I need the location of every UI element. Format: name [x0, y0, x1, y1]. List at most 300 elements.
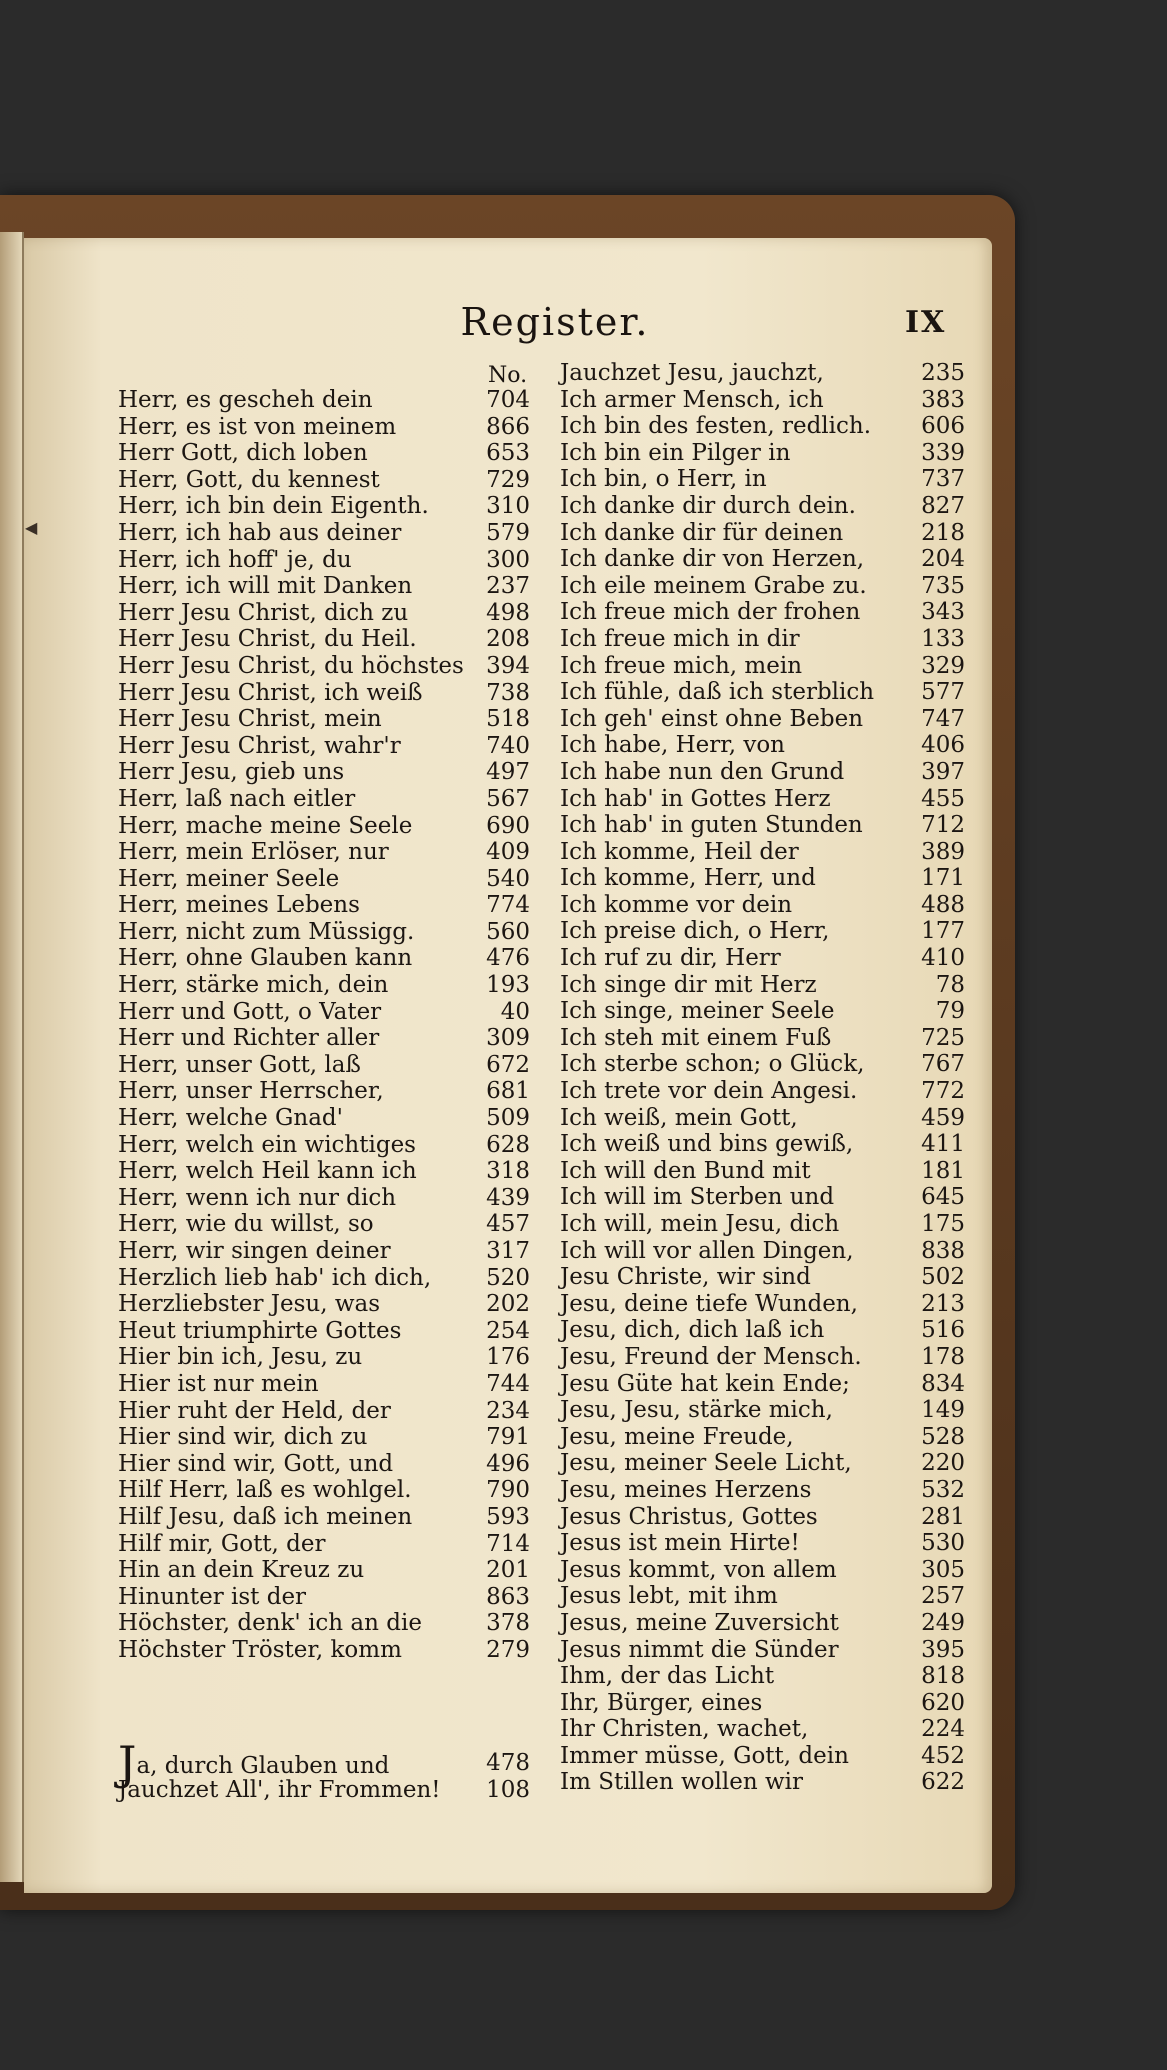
hymn-number: 171: [921, 865, 965, 892]
hymn-first-line: [118, 1052, 361, 1079]
hymn-number: 579: [486, 519, 530, 546]
hymn-first-line: [560, 387, 824, 414]
hymn-first-line-text: Herr, wenn ich nur dich: [118, 1184, 397, 1211]
index-entry: [560, 706, 965, 733]
hymn-first-line: [118, 1265, 431, 1292]
hymn-number: 567: [486, 785, 530, 812]
hymn-first-line: [560, 1184, 834, 1211]
hymn-first-line: [118, 786, 355, 813]
hymn-first-line-text: Herr, welch Heil kann ich: [118, 1158, 417, 1185]
hymn-first-line: [118, 1451, 393, 1478]
hymn-number: 530: [921, 1530, 965, 1557]
hymn-first-line-text: Herr Gott, dich loben: [118, 440, 368, 467]
hymn-first-line: [560, 1397, 833, 1424]
hymn-number: 310: [486, 493, 530, 520]
index-entry: [118, 1344, 530, 1371]
hymn-first-line: [560, 626, 800, 653]
hymn-number: 488: [921, 891, 965, 918]
hymn-first-line: [118, 1398, 391, 1425]
hymn-number: 176: [486, 1344, 530, 1371]
index-entry: [560, 1610, 965, 1637]
hymn-first-line-text: Jesu Güte hat kein Ende;: [560, 1370, 850, 1397]
hymn-number: 317: [486, 1238, 530, 1264]
index-entry: [560, 387, 965, 414]
hymn-first-line: [560, 599, 860, 626]
hymn-first-line: [118, 1557, 364, 1584]
index-entry: [560, 573, 965, 600]
hymn-first-line: [560, 573, 867, 600]
hymn-first-line-text: Herr, ich hoff' je, du: [118, 546, 352, 573]
hymn-first-line-text: Jesus, meine Zuversicht: [560, 1609, 839, 1636]
hymn-first-line-text: Ich singe, meiner Seele: [560, 998, 835, 1025]
hymn-first-line-text: Ich weiß, mein Gott,: [560, 1104, 798, 1131]
hymn-first-line-text: Ich komme vor dein: [560, 891, 793, 918]
hymn-first-line-text: Herr Jesu Christ, du Heil.: [118, 626, 417, 653]
hymn-first-line-text: Herr, welche Gnad': [118, 1105, 343, 1132]
hymn-number: 339: [921, 439, 965, 466]
hymn-number: 498: [486, 599, 530, 626]
hymn-first-line: [560, 1610, 839, 1637]
hymn-first-line: [560, 706, 863, 733]
hymn-first-line-text: Ich sterbe schon; o Glück,: [560, 1051, 865, 1078]
hymn-first-line: [560, 1344, 862, 1371]
index-entry: [118, 680, 530, 707]
hymn-first-line: [560, 1504, 818, 1531]
hymn-number: 704: [486, 387, 530, 413]
hymn-first-line-text: Herr, laß nach eitler: [118, 785, 356, 812]
hymn-first-line-text: Hin an dein Kreuz zu: [118, 1557, 365, 1584]
index-entry: [560, 732, 965, 759]
hymn-first-line-text: Ich hab' in guten Stunden: [560, 812, 863, 839]
hymn-number: 528: [921, 1423, 965, 1450]
hymn-number: 279: [486, 1636, 530, 1663]
hymn-first-line-text: Herr Jesu Christ, du höchstes: [118, 652, 464, 679]
hymn-number: 457: [486, 1211, 530, 1238]
index-entry: [118, 919, 530, 946]
hymn-number: 79: [935, 998, 965, 1025]
hymn-number: 397: [921, 758, 965, 785]
hymn-first-line: [118, 414, 396, 441]
hymn-first-line: [560, 1078, 857, 1105]
hymn-first-line: [118, 1291, 380, 1318]
hymn-number: 410: [921, 945, 965, 972]
hymn-first-line-text: Jesus kommt, von allem: [560, 1556, 837, 1583]
margin-arrow-icon: ◀: [25, 518, 38, 537]
hymn-first-line-text: Jesu, meine Freude,: [560, 1423, 794, 1450]
index-entry: [560, 1557, 965, 1584]
page-number: IX: [905, 305, 947, 340]
hymn-first-line-text: Herr, mache meine Seele: [118, 812, 413, 839]
hymn-number: 178: [921, 1343, 965, 1370]
hymn-number: 502: [921, 1264, 965, 1291]
index-entry: [560, 1344, 965, 1371]
hymn-number: 791: [486, 1424, 530, 1451]
hymn-first-line: [118, 1132, 416, 1159]
hymn-number: 204: [921, 546, 965, 573]
index-entry: [560, 945, 965, 972]
hymn-first-line-text: Ich habe nun den Grund: [560, 758, 845, 785]
hymn-number: 389: [921, 838, 965, 865]
hymn-first-line-text: Herr, welch ein wichtiges: [118, 1131, 416, 1158]
hymn-number: 249: [921, 1609, 965, 1636]
hymn-first-line-text: Höchster Tröster, komm: [118, 1636, 402, 1663]
hymn-first-line-text: Herr Jesu Christ, ich weiß: [118, 679, 423, 706]
index-entry: [560, 1397, 965, 1424]
hymn-first-line-text: Ich danke dir durch dein.: [560, 492, 856, 519]
index-entry: [560, 1131, 965, 1158]
index-entry: [118, 547, 530, 574]
hymn-first-line-text: Ich danke dir von Herzen,: [560, 546, 865, 573]
index-entry: [118, 892, 530, 919]
hymn-first-line-text: Herr Jesu Christ, mein: [118, 706, 382, 733]
hymn-number: 40: [500, 998, 530, 1025]
hymn-first-line-text: Ich freue mich in dir: [560, 625, 800, 652]
hymn-first-line: [560, 1716, 808, 1743]
index-entry: [118, 1451, 530, 1478]
index-entry: [560, 1105, 965, 1132]
hymn-first-line-text: Hier ist nur mein: [118, 1370, 319, 1397]
index-entry: [118, 467, 530, 494]
index-entry: [560, 1769, 965, 1796]
hymn-first-line: [118, 999, 381, 1026]
hymn-first-line: [560, 972, 817, 999]
hymn-number: 790: [486, 1477, 530, 1504]
hymn-number: 767: [921, 1051, 965, 1078]
index-entry: [560, 599, 965, 626]
hymn-first-line: [118, 680, 423, 707]
hymn-first-line-text: Jesu, meines Herzens: [560, 1476, 812, 1503]
index-entry: [560, 1317, 965, 1344]
hymn-number: 213: [921, 1290, 965, 1317]
index-entry: [118, 626, 530, 653]
index-entry: [118, 653, 530, 680]
hymn-number: 606: [921, 413, 965, 440]
hymn-first-line: [118, 839, 389, 866]
hymn-number: 257: [921, 1583, 965, 1610]
hymn-first-line-text: Jesus lebt, mit ihm: [560, 1583, 778, 1610]
page-title: Register.: [460, 300, 650, 344]
hymn-first-line: [118, 1736, 390, 1790]
index-entry: [118, 1318, 530, 1345]
index-entry: [118, 1158, 530, 1185]
hymn-number: 237: [486, 573, 530, 600]
hymn-first-line-text: Herr, unser Gott, laß: [118, 1051, 361, 1078]
hymn-first-line: [118, 945, 412, 972]
hymn-first-line: [560, 812, 863, 839]
hymn-number: 181: [921, 1157, 965, 1184]
hymn-first-line-text: Ich danke dir für deinen: [560, 519, 844, 546]
hymn-first-line-text: Jauchzet Jesu, jauchzt,: [560, 360, 824, 386]
index-entry: [560, 812, 965, 839]
hymn-number: 329: [921, 652, 965, 679]
hymn-first-line: [118, 493, 429, 520]
hymn-number: 532: [921, 1476, 965, 1503]
hymn-first-line: [118, 892, 360, 919]
hymn-first-line: [118, 1238, 391, 1265]
index-entry: [560, 892, 965, 919]
hymn-first-line-text: Ich steh mit einem Fuß: [560, 1024, 832, 1051]
index-entry: [560, 1078, 965, 1105]
hymn-first-line: [118, 1344, 362, 1371]
index-entry: [560, 759, 965, 786]
hymn-first-line-text: Hier sind wir, Gott, und: [118, 1450, 394, 1477]
hymn-first-line-text: Ich bin des festen, redlich.: [560, 413, 872, 440]
hymn-number: 516: [921, 1317, 965, 1344]
hymn-first-line: [560, 759, 844, 786]
hymn-first-line-text: Herr Jesu Christ, dich zu: [118, 599, 409, 626]
index-entry: [560, 1477, 965, 1504]
index-entry: [560, 839, 965, 866]
index-entry: [118, 1105, 530, 1132]
left-index-list: [118, 387, 530, 1664]
index-entry: [560, 1264, 965, 1291]
hymn-first-line: [560, 1105, 798, 1132]
hymn-first-line: [118, 1025, 379, 1052]
hymn-first-line-text: Herr Jesu, gieb uns: [118, 759, 345, 786]
hymn-number: 518: [486, 706, 530, 733]
hymn-number: 560: [486, 918, 530, 945]
hymn-first-line: [118, 1531, 326, 1558]
index-entry: [118, 1477, 530, 1504]
index-entry: [118, 1291, 530, 1318]
hymn-first-line-text: Ich bin ein Pilger in: [560, 439, 791, 466]
hymn-first-line: [560, 865, 816, 892]
hymn-first-line-text: Herr, Gott, du kennest: [118, 466, 380, 493]
hymn-number: 343: [921, 599, 965, 626]
hymn-number: 737: [921, 466, 965, 493]
index-entry: [560, 918, 965, 945]
hymn-first-line: [560, 1131, 853, 1158]
hymn-number: 690: [486, 812, 530, 839]
hymn-first-line-text: Ich freue mich der frohen: [560, 599, 861, 626]
hymn-number: 478: [486, 1750, 530, 1776]
hymn-first-line-text: Immer müsse, Gott, dein: [560, 1742, 849, 1769]
hymn-first-line-text: Ich habe, Herr, von: [560, 732, 785, 759]
hymn-number: 452: [921, 1742, 965, 1769]
index-entry: [118, 813, 530, 840]
hymn-first-line: [560, 546, 864, 573]
index-entry: [560, 493, 965, 520]
hymn-first-line-text: Ich geh' einst ohne Beben: [560, 705, 864, 732]
index-entry: [560, 1690, 965, 1717]
index-entry: [118, 1078, 530, 1105]
index-entry: [118, 1610, 530, 1637]
hymn-number: 254: [486, 1317, 530, 1344]
hymn-number: 593: [486, 1503, 530, 1530]
index-entry: [118, 573, 530, 600]
hymn-first-line: [560, 839, 799, 866]
hymn-number: 653: [486, 440, 530, 467]
hymn-number: 540: [486, 865, 530, 892]
hymn-first-line-text: Hier ruht der Held, der: [118, 1397, 391, 1424]
hymn-first-line: [118, 1078, 384, 1105]
index-entry: [560, 786, 965, 813]
hymn-first-line: [118, 600, 408, 627]
index-entry: [118, 733, 530, 760]
hymn-first-line-text: Hinunter ist der: [118, 1583, 307, 1610]
index-entry: [118, 1584, 530, 1611]
hymn-number: 218: [921, 519, 965, 546]
hymn-first-line-text: Jesus ist mein Hirte!: [560, 1530, 800, 1557]
hymn-first-line-text: Herr, es ist von meinem: [118, 413, 397, 440]
hymn-first-line: [560, 1663, 774, 1690]
hymn-first-line: [560, 520, 843, 547]
hymn-number: 202: [486, 1291, 530, 1318]
hymn-first-line-text: Hier bin ich, Jesu, zu: [118, 1344, 363, 1371]
hymn-number: 439: [486, 1184, 530, 1211]
hymn-first-line-text: Jesu, Jesu, stärke mich,: [560, 1397, 833, 1424]
hymn-first-line: [118, 520, 401, 547]
hymn-first-line: [560, 1637, 839, 1664]
hymn-number: 177: [921, 918, 965, 945]
hymn-first-line-text: Ich singe dir mit Herz: [560, 971, 817, 998]
index-entry: [560, 1663, 965, 1690]
index-entry: [560, 1424, 965, 1451]
hymn-number: 235: [921, 360, 965, 386]
hymn-number: 234: [486, 1397, 530, 1424]
hymn-first-line: [118, 626, 417, 653]
index-entry: [118, 759, 530, 786]
hymn-first-line: [560, 653, 802, 680]
hymn-first-line: [118, 919, 414, 946]
hymn-first-line: [118, 653, 464, 680]
index-entry: [560, 1450, 965, 1477]
index-entry: [560, 679, 965, 706]
hymn-first-line: [118, 547, 352, 574]
index-entry: [560, 1291, 965, 1318]
hymn-first-line-text: Ich will den Bund mit: [560, 1157, 811, 1184]
hymn-first-line-text: Ich ruf zu dir, Herr: [560, 945, 781, 972]
index-entry: [118, 1265, 530, 1292]
hymn-first-line-text: Herr, ohne Glauben kann: [118, 945, 413, 972]
index-entry: [118, 387, 530, 414]
hymn-number: 497: [486, 759, 530, 786]
hymn-number: 300: [486, 546, 530, 573]
index-entry: [560, 653, 965, 680]
hymn-first-line: [118, 1158, 417, 1185]
hymn-number: 681: [486, 1078, 530, 1105]
hymn-first-line: [118, 1371, 319, 1398]
hymn-first-line: [118, 440, 368, 467]
hymn-first-line: [560, 1025, 831, 1052]
hymn-first-line: [560, 1424, 794, 1451]
hymn-first-line-text: Ich komme, Herr, und: [560, 865, 816, 892]
index-entry: [560, 520, 965, 547]
index-entry: [118, 866, 530, 893]
hymn-first-line: [118, 706, 382, 733]
hymn-first-line: [560, 998, 834, 1025]
hymn-first-line: [560, 1690, 762, 1717]
hymn-first-line: [118, 813, 412, 840]
hymn-number: 738: [486, 679, 530, 706]
index-entry: [118, 493, 530, 520]
hymn-number: 747: [921, 705, 965, 732]
hymn-first-line: [560, 1371, 850, 1398]
hymn-first-line-text: Höchster, denk' ich an die: [118, 1610, 422, 1637]
hymn-number: 108: [486, 1776, 530, 1803]
previous-page-edge: [0, 232, 24, 1882]
hymn-first-line-text: Herr Jesu Christ, wahr'r: [118, 732, 401, 759]
hymn-first-line-text: Ich will, mein Jesu, dich: [560, 1211, 840, 1237]
index-entry: [118, 1132, 530, 1159]
hymn-first-line: [118, 733, 401, 760]
hymn-first-line: [118, 387, 373, 414]
index-entry: [560, 1583, 965, 1610]
hymn-first-line-text: Herzliebster Jesu, was: [118, 1291, 381, 1318]
hymn-number: 628: [486, 1131, 530, 1158]
hymn-first-line: [560, 679, 874, 706]
hymn-first-line: [560, 892, 792, 919]
hymn-number: 712: [921, 812, 965, 839]
index-entry: [560, 1184, 965, 1211]
index-entry: [560, 466, 965, 493]
hymn-first-line: [118, 759, 344, 786]
hymn-first-line: [560, 1450, 852, 1477]
hymn-first-line: [560, 1583, 778, 1610]
hymn-number: 78: [935, 971, 965, 998]
hymn-first-line: [118, 573, 412, 600]
hymn-first-line-text: Ihm, der das Licht: [560, 1663, 775, 1690]
index-entry: [118, 1185, 530, 1212]
index-entry: [560, 998, 965, 1025]
hymn-number: 725: [921, 1024, 965, 1051]
hymn-first-line-text: Jesu, deine tiefe Wunden,: [560, 1290, 858, 1317]
index-entry: [560, 1743, 965, 1770]
hymn-first-line: [560, 1317, 824, 1344]
hymn-first-line-text: Ihr, Bürger, eines: [560, 1689, 763, 1716]
hymn-first-line-text: Hilf Jesu, daß ich meinen: [118, 1503, 413, 1530]
hymn-first-line: [118, 972, 388, 999]
index-entry: [118, 1504, 530, 1531]
hymn-first-line-text: Herr, ich bin dein Eigenth.: [118, 493, 429, 520]
index-entry: [118, 1398, 530, 1425]
hymn-number: 834: [921, 1370, 965, 1397]
hymn-first-line-text: Ich komme, Heil der: [560, 838, 799, 865]
hymn-number: 509: [486, 1105, 530, 1132]
hymn-first-line: [560, 1530, 800, 1557]
index-entry: [118, 1557, 530, 1584]
hymn-first-line-text: Jesu, dich, dich laß ich: [560, 1317, 825, 1344]
index-entry: [118, 520, 530, 547]
initial-capital: J: [118, 1736, 137, 1790]
hymn-number: 645: [921, 1184, 965, 1211]
index-entry: [560, 360, 965, 387]
hymn-number: 201: [486, 1557, 530, 1584]
hymn-first-line-text: Jesu, Freund der Mensch.: [560, 1343, 862, 1370]
hymn-first-line: [118, 1637, 402, 1664]
index-entry: [560, 1530, 965, 1557]
hymn-first-line: [560, 1291, 858, 1318]
hymn-first-line: [118, 1105, 343, 1132]
hymn-number: 411: [921, 1131, 965, 1158]
hymn-first-line-text: Herzlich lieb hab' ich dich,: [118, 1264, 432, 1291]
number-column-label: No.: [488, 363, 528, 388]
hymn-first-line-text: Herr und Gott, o Vater: [118, 998, 382, 1025]
hymn-first-line: [118, 1777, 441, 1804]
hymn-first-line-text: Herr, stärke mich, dein: [118, 972, 389, 999]
hymn-first-line: [560, 1238, 854, 1265]
hymn-number: 672: [486, 1051, 530, 1078]
index-entry: [118, 1371, 530, 1398]
hymn-number: 729: [486, 466, 530, 493]
hymn-number: 149: [921, 1397, 965, 1424]
hymn-first-line-text: Ihr Christen, wachet,: [560, 1716, 809, 1743]
index-entry: [118, 414, 530, 441]
hymn-number: 735: [921, 572, 965, 599]
index-entry: [560, 546, 965, 573]
hymn-first-line: [560, 440, 790, 467]
hymn-first-line: [560, 918, 830, 945]
